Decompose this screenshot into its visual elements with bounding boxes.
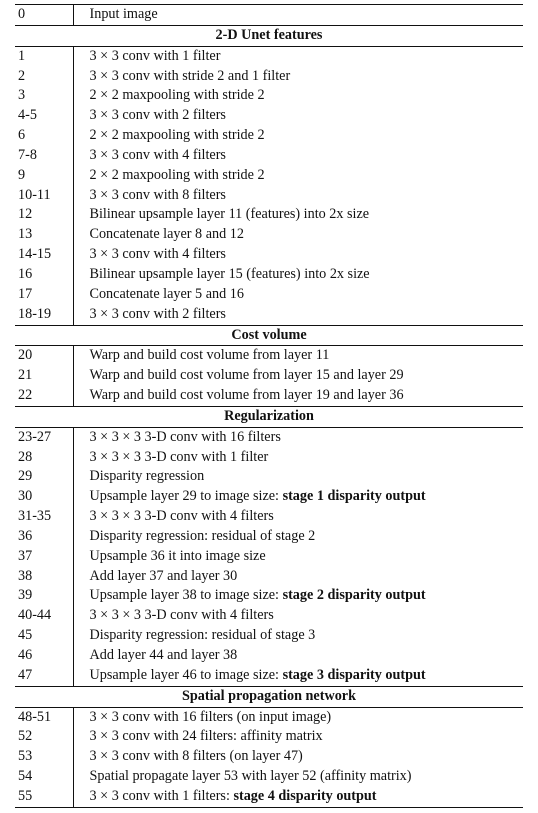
layer-id-cell: 13 xyxy=(15,225,73,245)
layer-description-text: Bilinear upsample layer 11 (features) into 2x size xyxy=(89,206,370,223)
layer-description-cell xyxy=(73,586,523,606)
layer-description-cell xyxy=(73,386,523,406)
layer-description-text: 3 × 3 conv with 4 filters xyxy=(89,146,226,163)
section-title: Cost volume xyxy=(15,325,523,346)
layer-description-text: Upsample layer 29 to image size: xyxy=(89,488,283,505)
layer-id-cell: 45 xyxy=(15,626,73,646)
layer-row xyxy=(15,586,523,606)
layer-row xyxy=(15,265,523,285)
layer-id-cell: 52 xyxy=(15,727,73,747)
layer-description-text: Upsample 36 it into image size xyxy=(89,547,266,564)
layer-row xyxy=(15,285,523,305)
layer-row xyxy=(15,366,523,386)
section-header-row xyxy=(15,325,523,346)
layer-row xyxy=(15,448,523,468)
layer-description-cell xyxy=(73,205,523,225)
layer-description-text: 3 × 3 conv with stride 2 and 1 filter xyxy=(89,67,291,84)
layer-id-cell: 46 xyxy=(15,646,73,666)
layer-description-cell xyxy=(73,448,523,468)
layer-description-text: Add layer 37 and layer 30 xyxy=(89,567,238,584)
layer-description-cell xyxy=(73,527,523,547)
stage-output-label: stage 2 disparity output xyxy=(282,587,426,604)
layer-id-cell: 36 xyxy=(15,527,73,547)
layer-row xyxy=(15,527,523,547)
layer-id-cell: 23-27 xyxy=(15,427,73,447)
layer-description-text: Disparity regression xyxy=(89,468,205,485)
layer-description-text: Warp and build cost volume from layer 11 xyxy=(89,347,330,364)
layer-id-cell: 6 xyxy=(15,126,73,146)
layer-row xyxy=(15,606,523,626)
layer-description-cell xyxy=(73,747,523,767)
layer-row xyxy=(15,547,523,567)
layer-description-cell xyxy=(73,467,523,487)
stage-output-label: stage 3 disparity output xyxy=(282,666,426,683)
layer-id-cell: 18-19 xyxy=(15,305,73,325)
section-title: 2-D Unet features xyxy=(15,25,523,46)
layer-description-cell xyxy=(73,86,523,106)
layer-description-cell xyxy=(73,626,523,646)
layer-row xyxy=(15,626,523,646)
layer-id-cell: 20 xyxy=(15,346,73,366)
layer-id-cell: 39 xyxy=(15,586,73,606)
layer-description-text: 3 × 3 conv with 1 filter xyxy=(89,47,221,64)
layer-id-cell: 38 xyxy=(15,567,73,587)
layer-description-text: Bilinear upsample layer 15 (features) into 2x size xyxy=(89,265,370,282)
layer-description-cell xyxy=(73,707,523,727)
network-architecture-table xyxy=(15,4,523,808)
layer-id-cell: 28 xyxy=(15,448,73,468)
layer-row xyxy=(15,747,523,767)
layer-row xyxy=(15,787,523,807)
layer-description-cell xyxy=(73,507,523,527)
layer-id-cell: 4-5 xyxy=(15,106,73,126)
layer-row xyxy=(15,245,523,265)
layer-id-cell: 21 xyxy=(15,366,73,386)
layer-row xyxy=(15,487,523,507)
layer-id-cell: 14-15 xyxy=(15,245,73,265)
layer-row xyxy=(15,5,523,26)
layer-id-cell: 9 xyxy=(15,166,73,186)
layer-id-cell: 16 xyxy=(15,265,73,285)
layer-id-cell: 2 xyxy=(15,67,73,87)
layer-description-cell xyxy=(73,487,523,507)
layer-description-text: 3 × 3 × 3 3-D conv with 4 filters xyxy=(89,508,274,525)
layer-description-text: Spatial propagate layer 53 with layer 52 (affinity matrix) xyxy=(89,768,412,785)
section-title: Spatial propagation network xyxy=(15,686,523,707)
layer-row xyxy=(15,767,523,787)
stage-output-label: stage 4 disparity output xyxy=(233,787,377,804)
layer-row xyxy=(15,386,523,406)
layer-description-cell xyxy=(73,126,523,146)
layer-description-text: Add layer 44 and layer 38 xyxy=(89,647,238,663)
layer-description-text: Upsample layer 38 to image size: xyxy=(89,587,283,604)
layer-row xyxy=(15,507,523,527)
layer-id-cell: 22 xyxy=(15,386,73,406)
layer-description-text: 3 × 3 conv with 2 filters xyxy=(89,107,226,124)
layer-description-cell xyxy=(73,5,523,26)
layer-description-cell xyxy=(73,767,523,787)
section-header-row xyxy=(15,25,523,46)
section-header-row xyxy=(15,406,523,427)
layer-row xyxy=(15,166,523,186)
layer-row xyxy=(15,146,523,166)
section-title: Regularization xyxy=(15,406,523,427)
layer-row xyxy=(15,225,523,245)
layer-description-cell xyxy=(73,285,523,305)
layer-row xyxy=(15,67,523,87)
layer-row xyxy=(15,467,523,487)
layer-description-text: 2 × 2 maxpooling with stride 2 xyxy=(89,166,265,183)
layer-row xyxy=(15,46,523,66)
layer-id-cell: 10-11 xyxy=(15,186,73,206)
layer-description-cell xyxy=(73,646,523,666)
layer-description-cell xyxy=(73,245,523,265)
layer-row xyxy=(15,666,523,686)
layer-description-cell xyxy=(73,366,523,386)
layer-description-cell xyxy=(73,46,523,66)
layer-description-cell xyxy=(73,265,523,285)
section-header-row xyxy=(15,686,523,707)
layer-id-cell: 40-44 xyxy=(15,606,73,626)
layer-row xyxy=(15,346,523,366)
layer-description-cell xyxy=(73,346,523,366)
layer-description-cell xyxy=(73,606,523,626)
layer-description-text: Disparity regression: residual of stage 2 xyxy=(89,527,316,544)
layer-row xyxy=(15,727,523,747)
layer-id-cell: 7-8 xyxy=(15,146,73,166)
layer-id-cell: 47 xyxy=(15,666,73,686)
layer-row xyxy=(15,186,523,206)
layer-description-cell xyxy=(73,225,523,245)
layer-id-cell: 31-35 xyxy=(15,507,73,527)
layer-id-cell: 17 xyxy=(15,285,73,305)
layer-id-cell: 1 xyxy=(15,46,73,66)
layer-row xyxy=(15,106,523,126)
layer-id-cell: 53 xyxy=(15,747,73,767)
layer-description-text: 2 × 2 maxpooling with stride 2 xyxy=(89,87,265,104)
layer-row xyxy=(15,646,523,666)
layer-row xyxy=(15,86,523,106)
layer-description-cell xyxy=(73,666,523,686)
layer-description-cell xyxy=(73,787,523,807)
layer-description-cell xyxy=(73,106,523,126)
layer-row xyxy=(15,567,523,587)
layer-description-cell xyxy=(73,305,523,325)
layer-id-cell: 55 xyxy=(15,787,73,807)
layer-description-cell xyxy=(73,146,523,166)
layer-description-text: Disparity regression: residual of stage 3 xyxy=(89,627,316,644)
layer-row xyxy=(15,707,523,727)
layer-id-cell: 12 xyxy=(15,205,73,225)
layer-row xyxy=(15,205,523,225)
layer-description-text: 3 × 3 conv with 2 filters xyxy=(89,305,226,322)
layer-description-cell xyxy=(73,67,523,87)
layer-id-cell: 54 xyxy=(15,767,73,787)
layer-description-text: Concatenate layer 8 and 12 xyxy=(89,226,244,243)
layer-description-cell xyxy=(73,547,523,567)
stage-output-label: stage 1 disparity output xyxy=(282,488,426,505)
layer-description-text: 3 × 3 conv with 8 filters xyxy=(89,186,226,203)
layer-id-cell: 48-51 xyxy=(15,707,73,727)
layer-id-cell: 3 xyxy=(15,86,73,106)
layer-description-text: 3 × 3 conv with 8 filters (on layer 47) xyxy=(89,748,303,765)
layer-description-text: Input image xyxy=(89,6,158,22)
layer-description-text: 3 × 3 conv with 16 filters (on input image) xyxy=(89,708,332,725)
layer-id-cell: 0 xyxy=(15,5,73,26)
layer-description-text: 3 × 3 conv with 4 filters xyxy=(89,246,226,263)
layer-row xyxy=(15,427,523,447)
layer-description-text: Concatenate layer 5 and 16 xyxy=(89,285,244,302)
table-body xyxy=(15,5,523,808)
layer-description-text: 2 × 2 maxpooling with stride 2 xyxy=(89,127,265,144)
layer-description-text: 3 × 3 conv with 24 filters: affinity matrix xyxy=(89,728,323,745)
layer-id-cell: 30 xyxy=(15,487,73,507)
layer-id-cell: 37 xyxy=(15,547,73,567)
layer-description-cell xyxy=(73,567,523,587)
layer-id-cell: 29 xyxy=(15,467,73,487)
layer-description-text: Warp and build cost volume from layer 19 and layer 36 xyxy=(89,387,404,404)
layer-row xyxy=(15,305,523,325)
layer-description-text: Upsample layer 46 to image size: xyxy=(89,666,283,683)
layer-description-text: Warp and build cost volume from layer 15 and layer 29 xyxy=(89,367,404,384)
layer-description-cell xyxy=(73,427,523,447)
layer-row xyxy=(15,126,523,146)
layer-description-text: 3 × 3 conv with 1 filters: xyxy=(89,787,234,804)
layer-description-text: 3 × 3 × 3 3-D conv with 1 filter xyxy=(89,448,269,465)
layer-description-text: 3 × 3 × 3 3-D conv with 4 filters xyxy=(89,607,274,624)
layer-description-cell xyxy=(73,186,523,206)
layer-description-text: 3 × 3 × 3 3-D conv with 16 filters xyxy=(89,428,281,445)
layer-description-cell xyxy=(73,166,523,186)
layer-description-cell xyxy=(73,727,523,747)
